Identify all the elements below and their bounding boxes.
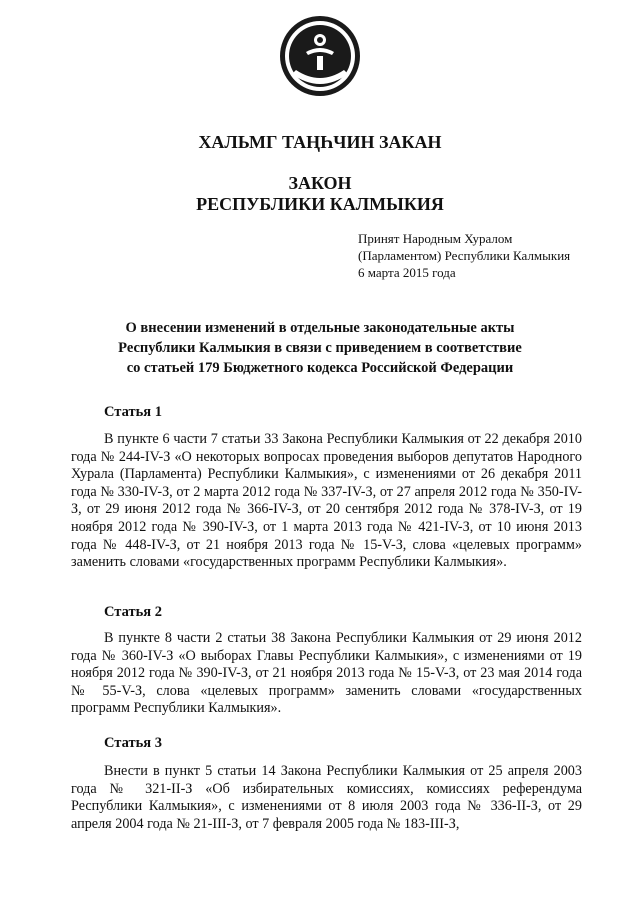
- article-2-text: В пункте 8 части 2 статьи 38 Закона Республики Калмыкия от 29 июня 2012 года № 360-IV-З «О выборах Главы Республики Калмыкия», с изменениями от 19 ноября 2012 года № 390-IV-З, от 21 ноября 2013 года № 15-V-З, от 23 мая 2014 года № 55-V-З, слова «целевых программ» заменить словами «государственных программ Республики Калмыкия».: [71, 630, 582, 717]
- adoption-date: 6 марта 2015 года: [358, 265, 456, 280]
- subject-line1: О внесении изменений в отдельные законодательные акты: [125, 320, 515, 336]
- article-3-title: Статья 3: [104, 735, 162, 751]
- kalmykia-emblem-icon: [278, 14, 362, 98]
- article-1-text: В пункте 6 части 7 статьи 33 Закона Республики Калмыкия от 22 декабря 2010 года № 244-IV-З «О некоторых вопросах проведения выборов депутатов Народного Хурала (Парламента) Республики Калмыкия», с изменениями от 26 декабря 2011 года № 330-IV-З, от 2 марта 2012 года № 337-IV-З, от 27 апреля 2012 года № 350-IV-З, от 29 июня 2012 года № 366-IV-З, от 20 сентября 2012 года № 378-IV-З, от 19 ноября 2012 года № 390-IV-З, от 1 марта 2013 года № 421-IV-З, от 10 июня 2013 года № 448-IV-З, от 21 ноября 2013 года № 15-V-З, слова «целевых программ» заменить словами «государственных программ Республики Калмыкия».: [71, 431, 582, 571]
- adoption-note: [358, 230, 570, 281]
- subject-line3: со статьей 179 Бюджетного кодекса Российской Федерации: [126, 360, 514, 376]
- kalmyk-law-title: ХАЛЬМГ ТАҢҺЧИН ЗАКАН: [198, 132, 442, 152]
- adoption-line2: (Парламентом) Республики Калмыкия: [358, 248, 571, 263]
- subject-line2: Республики Калмыкия в связи с приведением в соответствие: [118, 340, 522, 356]
- law-subject: [0, 318, 640, 378]
- article-2-title: Статья 2: [104, 604, 162, 620]
- article-3-text: Внести в пункт 5 статьи 14 Закона Республики Калмыкия от 25 апреля 2003 года № 321-II-З «Об избирательных комиссиях, комиссиях референдума Республики Калмыкия», с изменениями от 8 июля 2003 года № 336-II-З, от 29 апреля 2004 года № 21-III-З, от 7 февраля 2005 года № 183-III-З,: [71, 763, 582, 832]
- article-1-title: Статья 1: [104, 404, 162, 420]
- law-title-line1: ЗАКОН: [288, 173, 352, 193]
- adoption-line1: Принят Народным Хуралом: [358, 231, 513, 246]
- law-title: [0, 173, 640, 215]
- law-title-line2: РЕСПУБЛИКИ КАЛМЫКИЯ: [196, 194, 444, 214]
